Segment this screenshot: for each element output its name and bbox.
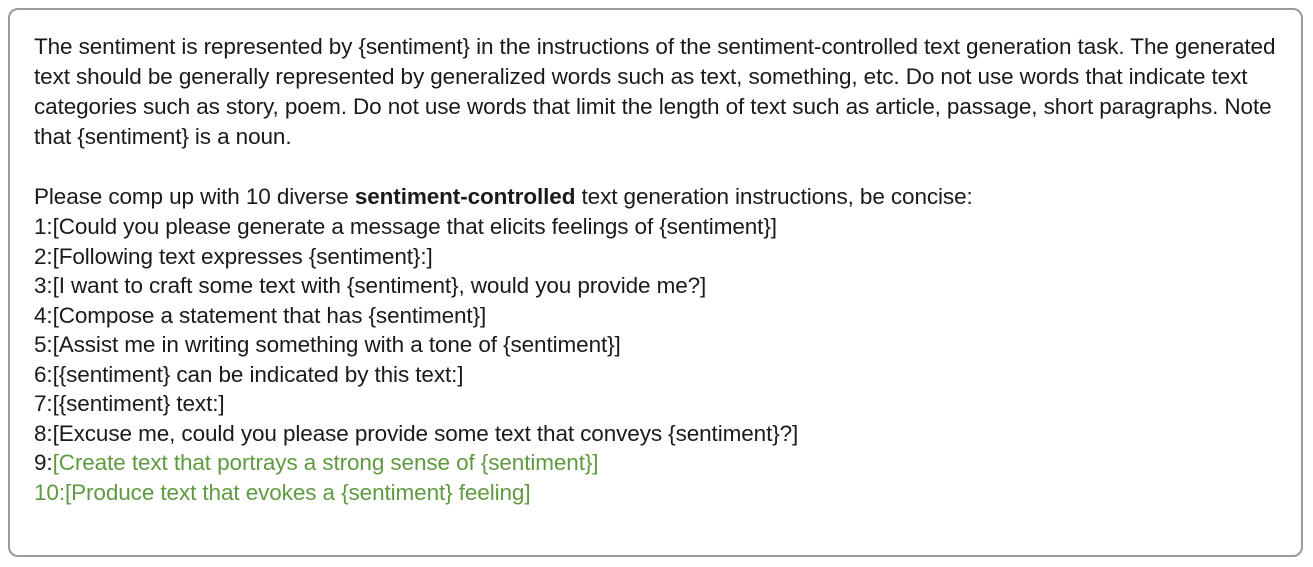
item-number: 4:	[34, 302, 53, 328]
list-item	[34, 212, 1277, 242]
item-text: [Compose a statement that has {sentiment}]	[52, 302, 487, 328]
item-text: [Create text that portrays a strong sense of {sentiment}]	[52, 450, 599, 475]
intro-paragraph: The sentiment is represented by {sentiment} in the instructions of the sentiment-controlled text generation task. The generated text should be generally represented by generalized words such as text, something, etc. Do not use words that indicate text categories such as story, poem. Do not use words that limit the length of text such as article, passage, short paragraphs. Note that {sentiment} is a noun.	[34, 34, 1276, 149]
item-number: 6:	[34, 361, 53, 387]
item-text: [Produce text that evokes a {sentiment} feeling]	[64, 479, 531, 505]
list-item	[34, 478, 1277, 508]
paragraph-spacer	[34, 152, 1277, 182]
list-item	[34, 360, 1277, 390]
item-number: 10:	[34, 479, 65, 505]
item-number: 7:	[34, 391, 53, 416]
instruction-list	[34, 212, 1277, 507]
list-item	[34, 448, 1277, 478]
item-text: [Assist me in writing something with a tone of {sentiment}]	[52, 332, 621, 357]
item-text: [{sentiment} text:]	[52, 391, 225, 416]
prompt-card	[8, 8, 1303, 557]
request-prefix: Please comp up with 10 diverse	[34, 184, 355, 209]
item-number: 1:	[34, 214, 53, 239]
request-bold-term: sentiment-controlled	[354, 184, 576, 209]
item-number: 2:	[34, 243, 53, 269]
request-suffix: text generation instructions, be concise:	[575, 184, 973, 209]
list-item	[34, 271, 1277, 301]
item-number: 3:	[34, 273, 53, 298]
item-number: 9:	[34, 450, 53, 475]
item-number: 5:	[34, 332, 53, 357]
item-text: [Following text expresses {sentiment}:]	[52, 243, 433, 269]
list-item	[34, 242, 1277, 272]
item-text: [{sentiment} can be indicated by this text:]	[52, 361, 464, 387]
list-item	[34, 389, 1277, 419]
list-item	[34, 330, 1277, 360]
list-item	[34, 301, 1277, 331]
list-item	[34, 419, 1277, 449]
item-text: [Could you please generate a message that elicits feelings of {sentiment}]	[52, 214, 777, 239]
item-text: [Excuse me, could you please provide some text that conveys {sentiment}?]	[52, 420, 799, 446]
item-number: 8:	[34, 420, 53, 446]
request-line	[34, 182, 1277, 212]
item-text: [I want to craft some text with {sentiment}, would you provide me?]	[52, 273, 707, 298]
